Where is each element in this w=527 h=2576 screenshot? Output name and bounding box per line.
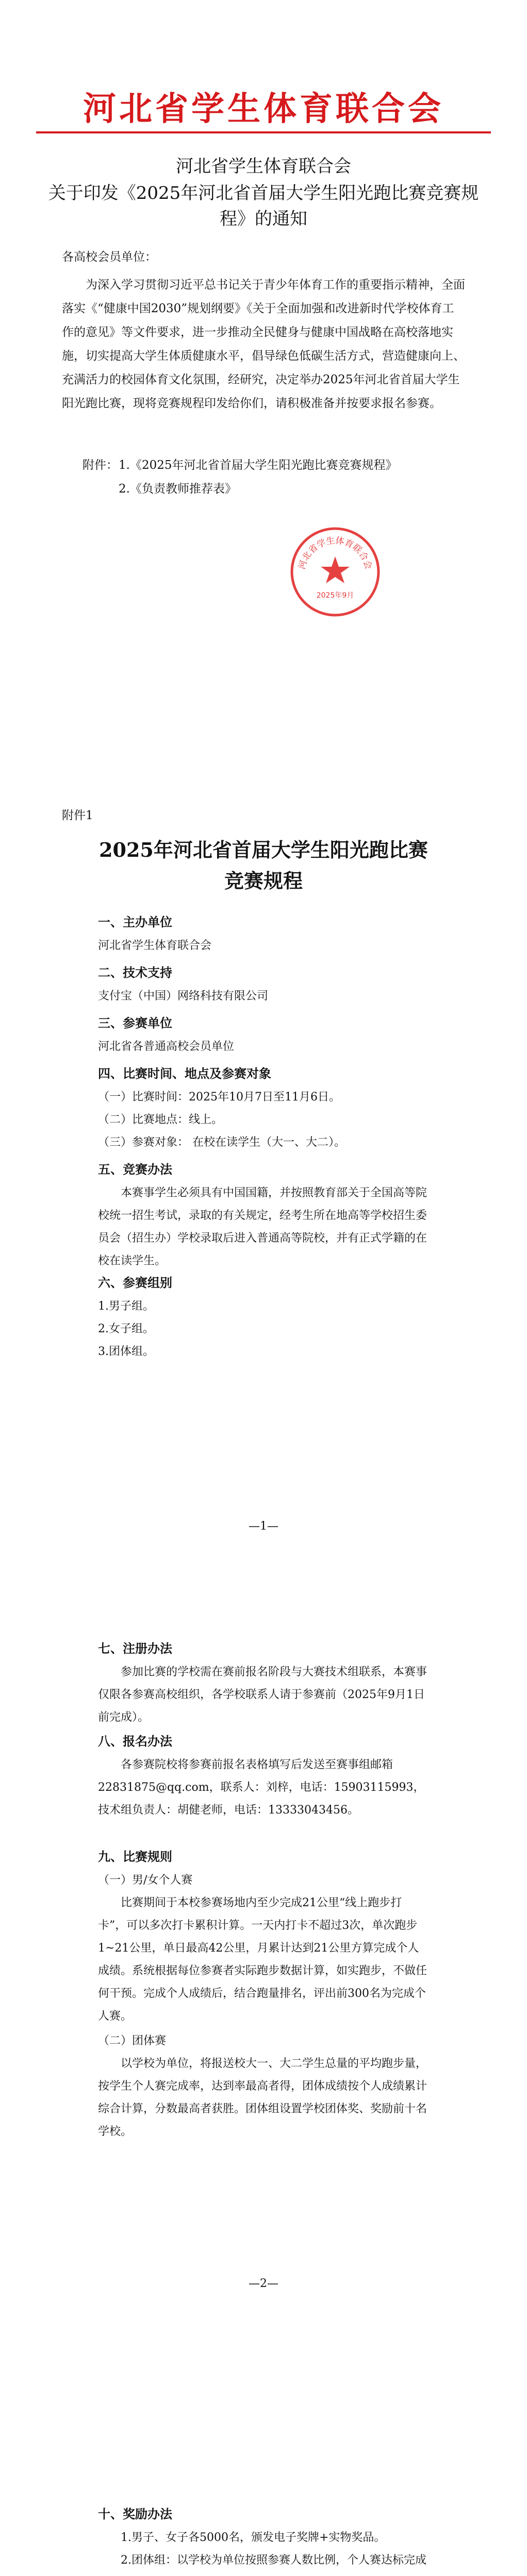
list-item: （一）比赛时间：2025年10月7日至11月6日。	[98, 1091, 340, 1104]
section-text: 本赛事学生必须具有中国国籍，并按照教育部关于全国高等院校统一招生考试，录取的有关规定，经考生所在地高等学校招生委员会（招生办）学校录取后进入普通高等院校，并有正式学籍的在校在读学生。	[98, 1187, 427, 1267]
list-item: 2.团体组：以学校为单位按照参赛人数比例，个人赛达标完成	[121, 2554, 426, 2567]
list-item: 2.女子组。	[98, 1323, 154, 1335]
section-heading: 七、注册办法	[98, 1641, 172, 1656]
section-heading: 五、竞赛办法	[98, 1162, 172, 1177]
section-text: 各参赛院校将参赛前报名表格填写后发送至赛事组邮箱22831875@qq.com，联系人：刘梓，电话：15903115993，技术组负责人：胡健老师，电话：13333043456。	[98, 1758, 425, 1817]
list-item: 3.团体组。	[98, 1345, 154, 1358]
seal-date: 2025年9月	[316, 591, 354, 600]
section-heading: 四、比赛时间、地点及参赛对象	[98, 1066, 271, 1081]
attachment-item[interactable]: 1.《2025年河北省首届大学生阳光跑比赛竞赛规程》	[119, 459, 398, 472]
attachment-item[interactable]: 2.《负责教师推荐表》	[119, 482, 237, 496]
subsection-heading: （一）男/女个人赛	[98, 1874, 193, 1887]
section-heading: 九、比赛规则	[98, 1849, 172, 1864]
section-heading: 十、奖励办法	[98, 2506, 172, 2521]
attachment-label: 附件：	[83, 459, 118, 472]
header-divider	[36, 131, 491, 133]
section-text: 比赛期间于本校参赛场地内至少完成21公里“线上跑步打卡”，可以多次打卡累积计算。一天内打卡不超过3次，单次跑步1~21公里，单日最高42公里，月累计达到21公里方算完成个人成绩。系统根据每位参赛者实际跑步数据计算，如实跑步，不做任何干预。完成个人成绩后，结合跑量排名，评出前300名为完成个人赛。	[98, 1896, 427, 2023]
section-heading: 二、技术支持	[98, 965, 172, 980]
appendix-label: 附件1	[62, 809, 93, 822]
section-text: 以学校为单位，将报送校大一、大二学生总量的平均跑步量，按学生个人赛完成率，达到率最高者得，团体成绩按个人成绩累计综合计算，分数最高者获胜。团体组设置学校团体奖、奖励前十名学校。	[98, 2057, 427, 2138]
page-number: —1—	[249, 1520, 278, 1533]
section-text: 河北省各普通高校会员单位	[98, 1040, 235, 1053]
official-seal	[289, 526, 382, 618]
issuer-name: 河北省学生体育联合会	[176, 156, 351, 177]
section-text: 河北省学生体育联合会	[98, 939, 212, 952]
section-heading: 六、参赛组别	[98, 1275, 172, 1290]
list-item: （二）比赛地点：线上。	[98, 1113, 223, 1126]
list-item: 1.男子组。	[98, 1300, 154, 1313]
section-heading: 八、报名办法	[98, 1734, 172, 1749]
section-heading: 一、主办单位	[98, 914, 172, 929]
appendix-title-line1: 2025年河北省首届大学生阳光跑比赛	[99, 838, 428, 861]
org-title: 河北省学生体育联合会	[83, 90, 444, 128]
section-heading: 三、参赛单位	[98, 1015, 172, 1030]
section-text: 参加比赛的学校需在赛前报名阶段与大赛技术组联系，本赛事仅限各参赛高校组织，各学校联系人请于参赛前（2025年9月1日前完成）。	[98, 1666, 427, 1724]
page-number: —2—	[249, 2277, 278, 2290]
list-item: 1.男子、女子各5000名，颁发电子奖牌+实物奖品。	[121, 2531, 386, 2544]
appendix-title-line2: 竞赛规程	[224, 869, 303, 892]
section-text: 支付宝（中国）网络科技有限公司	[98, 990, 269, 1003]
seal-text: 河北省学生体育联合会	[297, 535, 374, 571]
list-item: （三）参赛对象： 在校在读学生（大一、大二）。	[98, 1136, 345, 1149]
salutation: 各高校会员单位：	[62, 250, 157, 264]
notice-subject: 关于印发《2025年河北省首届大学生阳光跑比赛竞赛规程》的通知	[48, 183, 479, 229]
subsection-heading: （二）团体赛	[98, 2035, 167, 2047]
notice-body: 为深入学习贯彻习近平总书记关于青少年体育工作的重要指示精神，全面落实《“健康中国2030”规划纲要》《关于全面加强和改进新时代学校体育工作的意见》等文件要求，进一步推动全民健身与健康中国战略在高校落地实施，切实提高大学生体质健康水平，倡导绿色低碳生活方式，营造健康向上、充满活力的校园体育文化氛围，经研究，决定举办2025年河北省首届大学生阳光跑比赛，现将竞赛规程印发给你们，请积极准备并按要求报名参赛。	[62, 278, 465, 410]
